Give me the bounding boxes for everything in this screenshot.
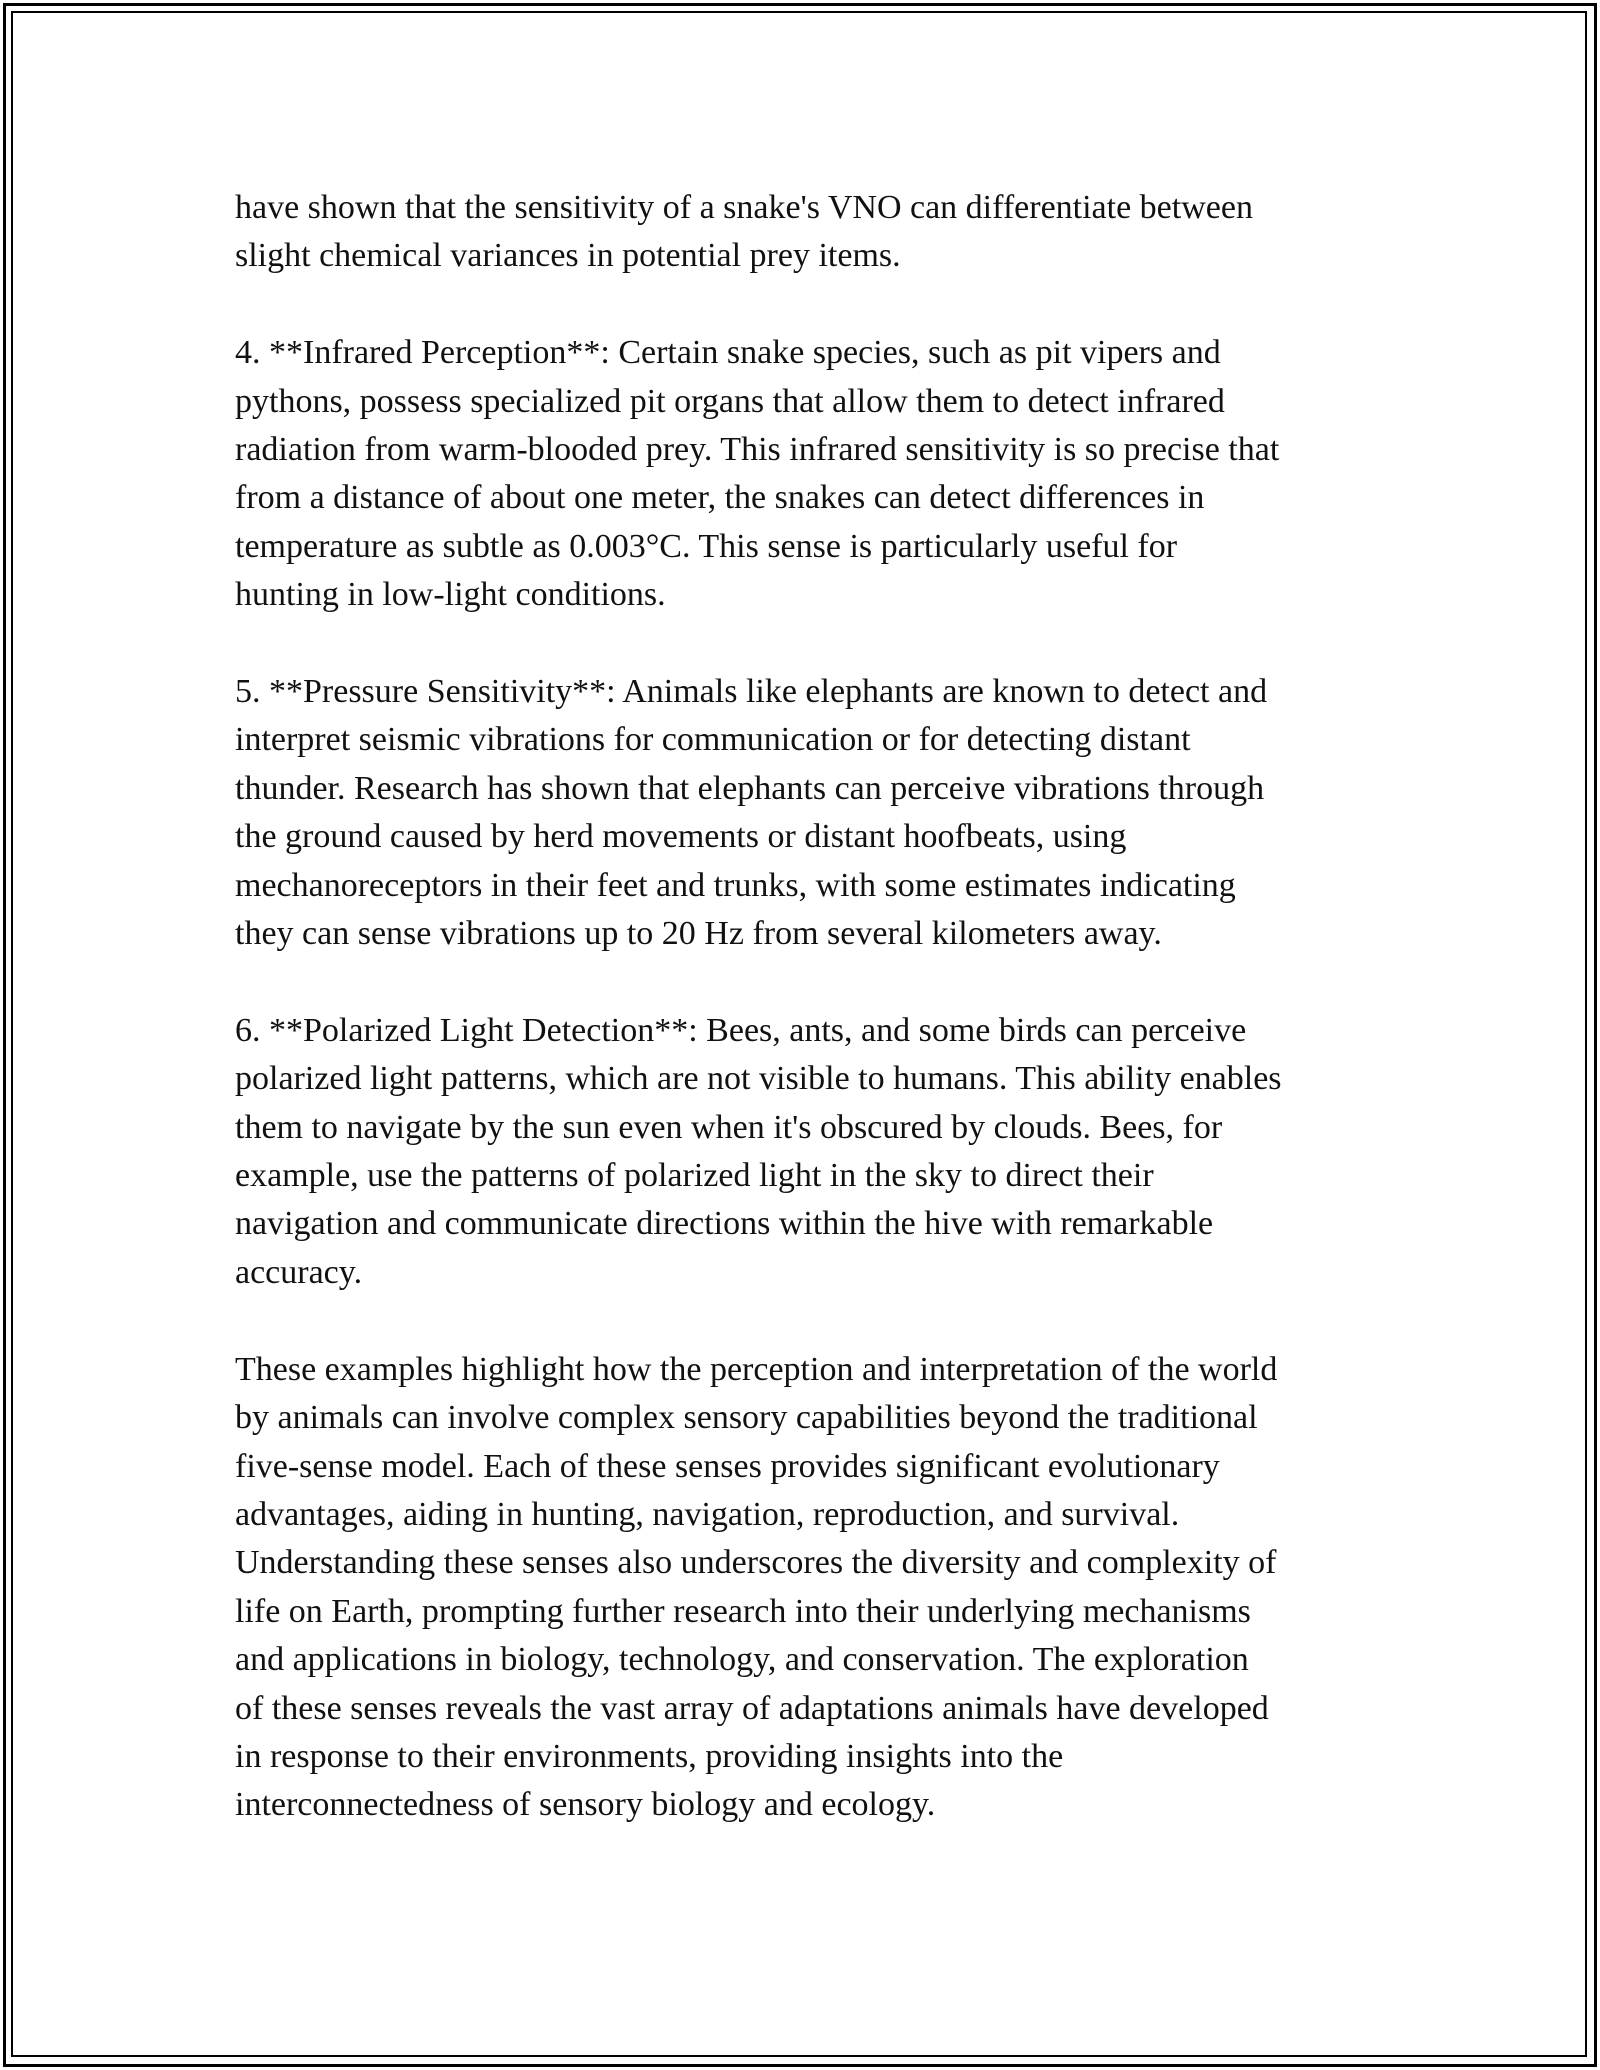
paragraph-vno-continuation: have shown that the sensitivity of a snake's VNO can differentiate between slight chemical variances in potential prey items. bbox=[235, 189, 1253, 275]
paragraph-conclusion: These examples highlight how the perception and interpretation of the world by animals can involve complex sensory capabilities beyond the traditional five-sense model. Each of these senses provides significant evolutionary advantages, aiding in hunting, navigation, reproduction, and survival. Understanding these senses also underscores the diversity and complexity of life on Earth, prompting further research into their underlying mechanisms and applications in biology, technology, and conservation. The exploration of these senses reveals the vast array of adaptations animals have developed in response to their environments, providing insights into the interconnectedness of sensory biology and ecology. bbox=[235, 1350, 1278, 1824]
paragraph-pressure-sensitivity: 5. **Pressure Sensitivity**: Animals like elephants are known to detect and interpret seismic vibrations for communication or for detecting distant thunder. Research has shown that elephants can perceive vibrations through the ground caused by herd movements or distant hoofbeats, using mechanoreceptors in their feet and trunks, with some estimates indicating they can sense vibrations up to 20 Hz from several kilometers away. bbox=[235, 673, 1268, 953]
paragraph-infrared-perception: 4. **Infrared Perception**: Certain snake species, such as pit vipers and pythons, possess specialized pit organs that allow them to detect infrared radiation from warm-blooded prey. This infrared sensitivity is so precise that from a distance of about one meter, the snakes can detect differences in temperature as subtle as 0.003°C. This sense is particularly useful for hunting in low-light conditions. bbox=[235, 334, 1280, 614]
document-body bbox=[235, 184, 1375, 1878]
paragraph-polarized-light: 6. **Polarized Light Detection**: Bees, ants, and some birds can perceive polarized light patterns, which are not visible to humans. This ability enables them to navigate by the sun even when it's obscured by clouds. Bees, for example, use the patterns of polarized light in the sky to direct their navigation and communicate directions within the hive with remarkable accuracy. bbox=[235, 1011, 1282, 1291]
